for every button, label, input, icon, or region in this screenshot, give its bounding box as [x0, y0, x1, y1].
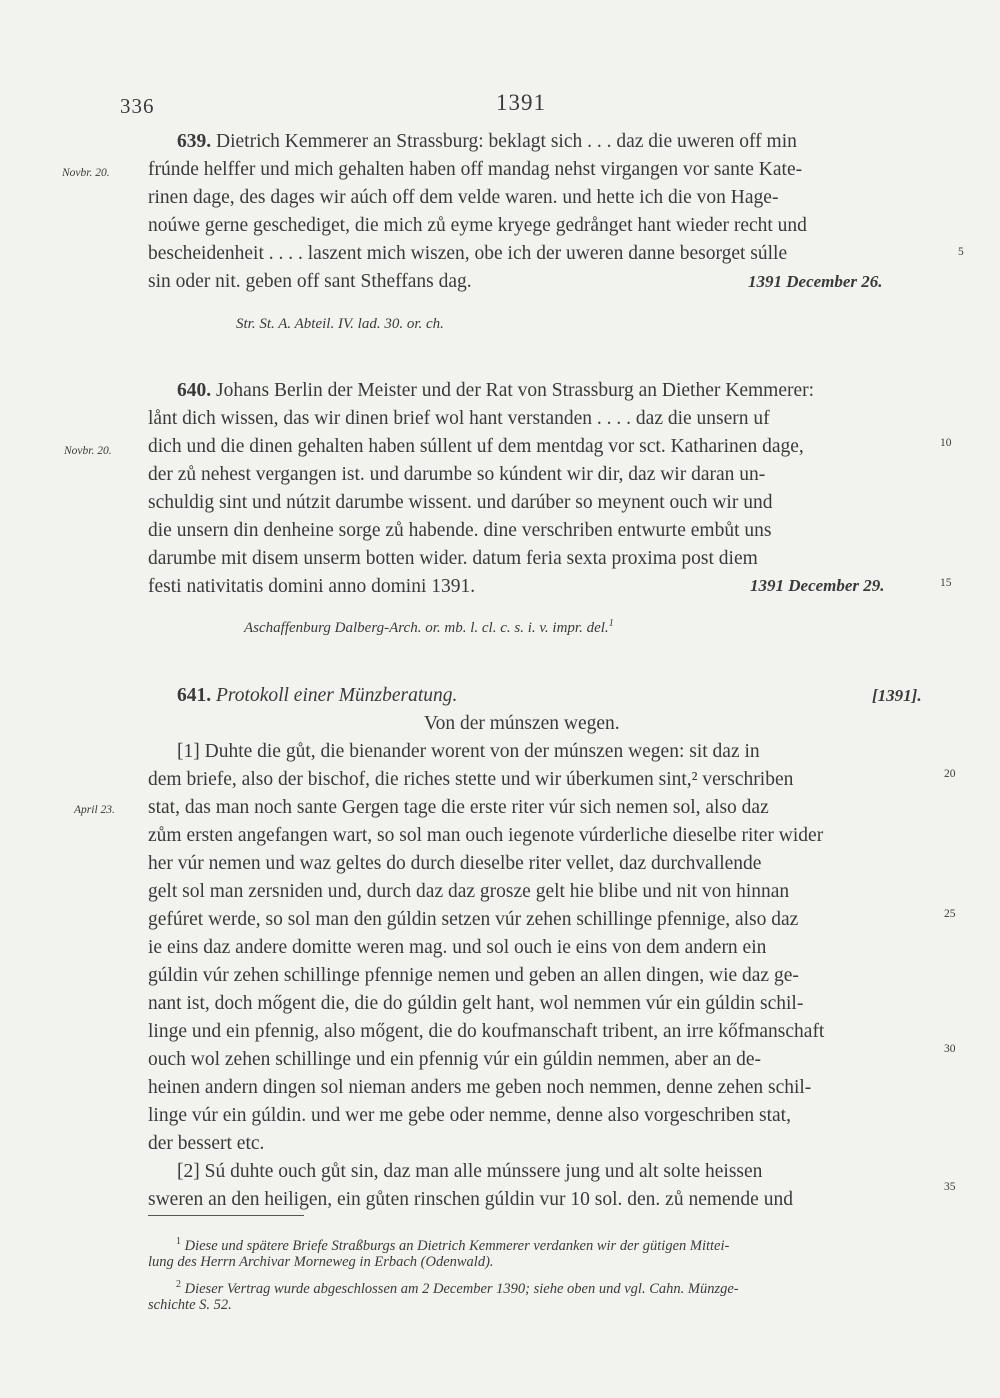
entry-line: gúldin vúr zehen schillinge pfennige nemen und geben an allen dingen, wie daz ge- — [148, 965, 799, 986]
entry-line: die unsern din denheine sorge zů habende. dine verschriben entwurte embůt uns — [148, 520, 772, 541]
entry-line: noúwe gerne geschediget, die mich zů eyme kryege gedrånget hant wieder recht und — [148, 215, 807, 236]
entry-date: 1391 December 29. — [750, 576, 885, 595]
entry-line: ie eins daz andere domitte weren mag. und sol ouch ie eins von dem andern ein — [148, 937, 767, 958]
entry-line: heinen andern dingen sol nieman anders me geben noch nemmen, denne zehen schil- — [148, 1077, 812, 1098]
entry-number: 641. — [177, 685, 212, 706]
entry-line: gelt sol man zersniden und, durch daz daz grosze gelt hie blibe und nit von hinnan — [148, 881, 790, 902]
footnote-line: lung des Herrn Archivar Morneweg in Erbach (Odenwald). — [148, 1254, 494, 1270]
entry-line: stat, das man noch sante Gergen tage die erste riter vúr sich nemen sol, also daz — [148, 797, 769, 818]
footnote-mark: 1 — [176, 1236, 181, 1247]
entry-title: Protokoll einer Münzberatung. — [216, 685, 458, 706]
page-number: 336 — [120, 94, 155, 118]
line-number: 5 — [958, 246, 964, 258]
margin-date-note: April 23. — [74, 804, 115, 816]
footnote-ref: 1 — [608, 618, 614, 629]
entry-date: 1391 December 26. — [748, 272, 883, 291]
margin-date-note: Novbr. 20. — [64, 445, 112, 457]
entry-heading — [177, 683, 457, 709]
archive-source: Str. St. A. Abteil. IV. lad. 30. or. ch. — [236, 316, 444, 332]
entry-number: 639. — [177, 131, 212, 152]
line-number: 35 — [944, 1181, 956, 1193]
entry-line: rinen dage, des dages wir aúch off dem velde waren. und hette ich die von Hage- — [148, 187, 779, 208]
entry-line: nant ist, doch mőgent die, die do gúldin gelt hant, wol nemmen vúr ein gúldin schil- — [148, 993, 804, 1014]
entry-line: festi nativitatis domini anno domini 1391. — [148, 576, 476, 597]
entry-line: 640. Johans Berlin der Meister und der Rat von Strassburg an Diether Kemmerer: — [177, 380, 815, 401]
entry-line: linge und ein pfennig, also mőgent, die do koufmanschaft tribent, an irre kőfmanschaft — [148, 1021, 825, 1042]
entry-line: 639. Dietrich Kemmerer an Strassburg: beklagt sich . . . daz die uweren off min — [177, 131, 797, 152]
entry-line: ouch wol zehen schillinge und ein pfennig vúr ein gúldin nemmen, aber an de- — [148, 1049, 761, 1070]
footnote-line: schichte S. 52. — [148, 1297, 232, 1313]
entry-line: dem briefe, also der bischof, die riches stette und wir úberkumen sint,² verschriben — [148, 769, 794, 790]
footnote-mark: 2 — [176, 1279, 181, 1290]
entry-line: dich und die dinen gehalten haben súllent uf dem mentdag vor sct. Katharinen dage, — [148, 436, 804, 457]
entry-line: [2] Sú duhte ouch gůt sin, daz man alle múnssere jung und alt solte heissen — [177, 1161, 763, 1182]
line-number: 15 — [940, 577, 952, 589]
entry-line: frúnde helffer und mich gehalten haben off mandag nehst virgangen vor sante Kate- — [148, 159, 803, 180]
entry-number: 640. — [177, 380, 212, 401]
line-number: 20 — [944, 768, 956, 780]
entry-line: schuldig sint und nútzit darumbe wissent. und darúber so meynent ouch wir und — [148, 492, 773, 513]
entry-line: zům ersten angefangen wart, so sol man ouch iegenote vúrderliche dieselbe riter wider — [148, 825, 824, 846]
running-year: 1391 — [496, 90, 546, 115]
footnote-rule — [148, 1215, 304, 1216]
entry-line: lånt dich wissen, das wir dinen brief wol hant verstanden . . . . daz die unsern uf — [148, 408, 770, 429]
entry-line: gefúret werde, so sol man den gúldin setzen vúr zehen schillinge pfennige, also daz — [148, 909, 799, 930]
entry-title-date: [1391]. — [872, 686, 922, 705]
entry-line: her vúr nemen und waz geltes do durch dieselbe riter vellet, daz durchvallende — [148, 853, 762, 874]
entry-line: sweren an den heiligen, ein gůten rinschen gúldin vur 10 sol. den. zů nemende und — [148, 1189, 793, 1210]
entry-line: linge vúr ein gúldin. und wer me gebe oder nemme, denne also vorgeschriben stat, — [148, 1105, 791, 1126]
entry-line: bescheidenheit . . . . laszent mich wiszen, obe ich der uweren danne besorget súlle — [148, 243, 788, 264]
entry-line: darumbe mit disem unserm botten wider. datum feria sexta proxima post diem — [148, 548, 758, 569]
line-number: 25 — [944, 908, 956, 920]
entry-subtitle: Von der múnszen wegen. — [424, 713, 620, 734]
footnote-line: $^1$ Diese und spätere Briefe Straßburgs an Dietrich Kemmerer verdanken wir der gütigen Mittei- — [176, 1236, 730, 1254]
entry-line: sin oder nit. geben off sant Stheffans dag. — [148, 271, 472, 292]
entry-line: der zů nehest vergangen ist. und darumbe so kúndent wir dir, daz wir daran un- — [148, 464, 766, 485]
footnote-line: $^2$ Dieser Vertrag wurde abgeschlossen am 2 December 1390; siehe oben und vgl. Cahn. Münzge- — [176, 1279, 739, 1297]
margin-date-note: Novbr. 20. — [62, 167, 110, 179]
archive-source: Aschaffenburg Dalberg-Arch. or. mb. l. cl. c. s. i. v. impr. del.$^1$ — [244, 618, 614, 636]
line-number: 10 — [940, 437, 952, 449]
entry-line: der bessert etc. — [148, 1133, 265, 1154]
line-number: 30 — [944, 1043, 956, 1055]
entry-line: [1] Duhte die gůt, die bienander worent von der múnszen wegen: sit daz in — [177, 741, 760, 762]
